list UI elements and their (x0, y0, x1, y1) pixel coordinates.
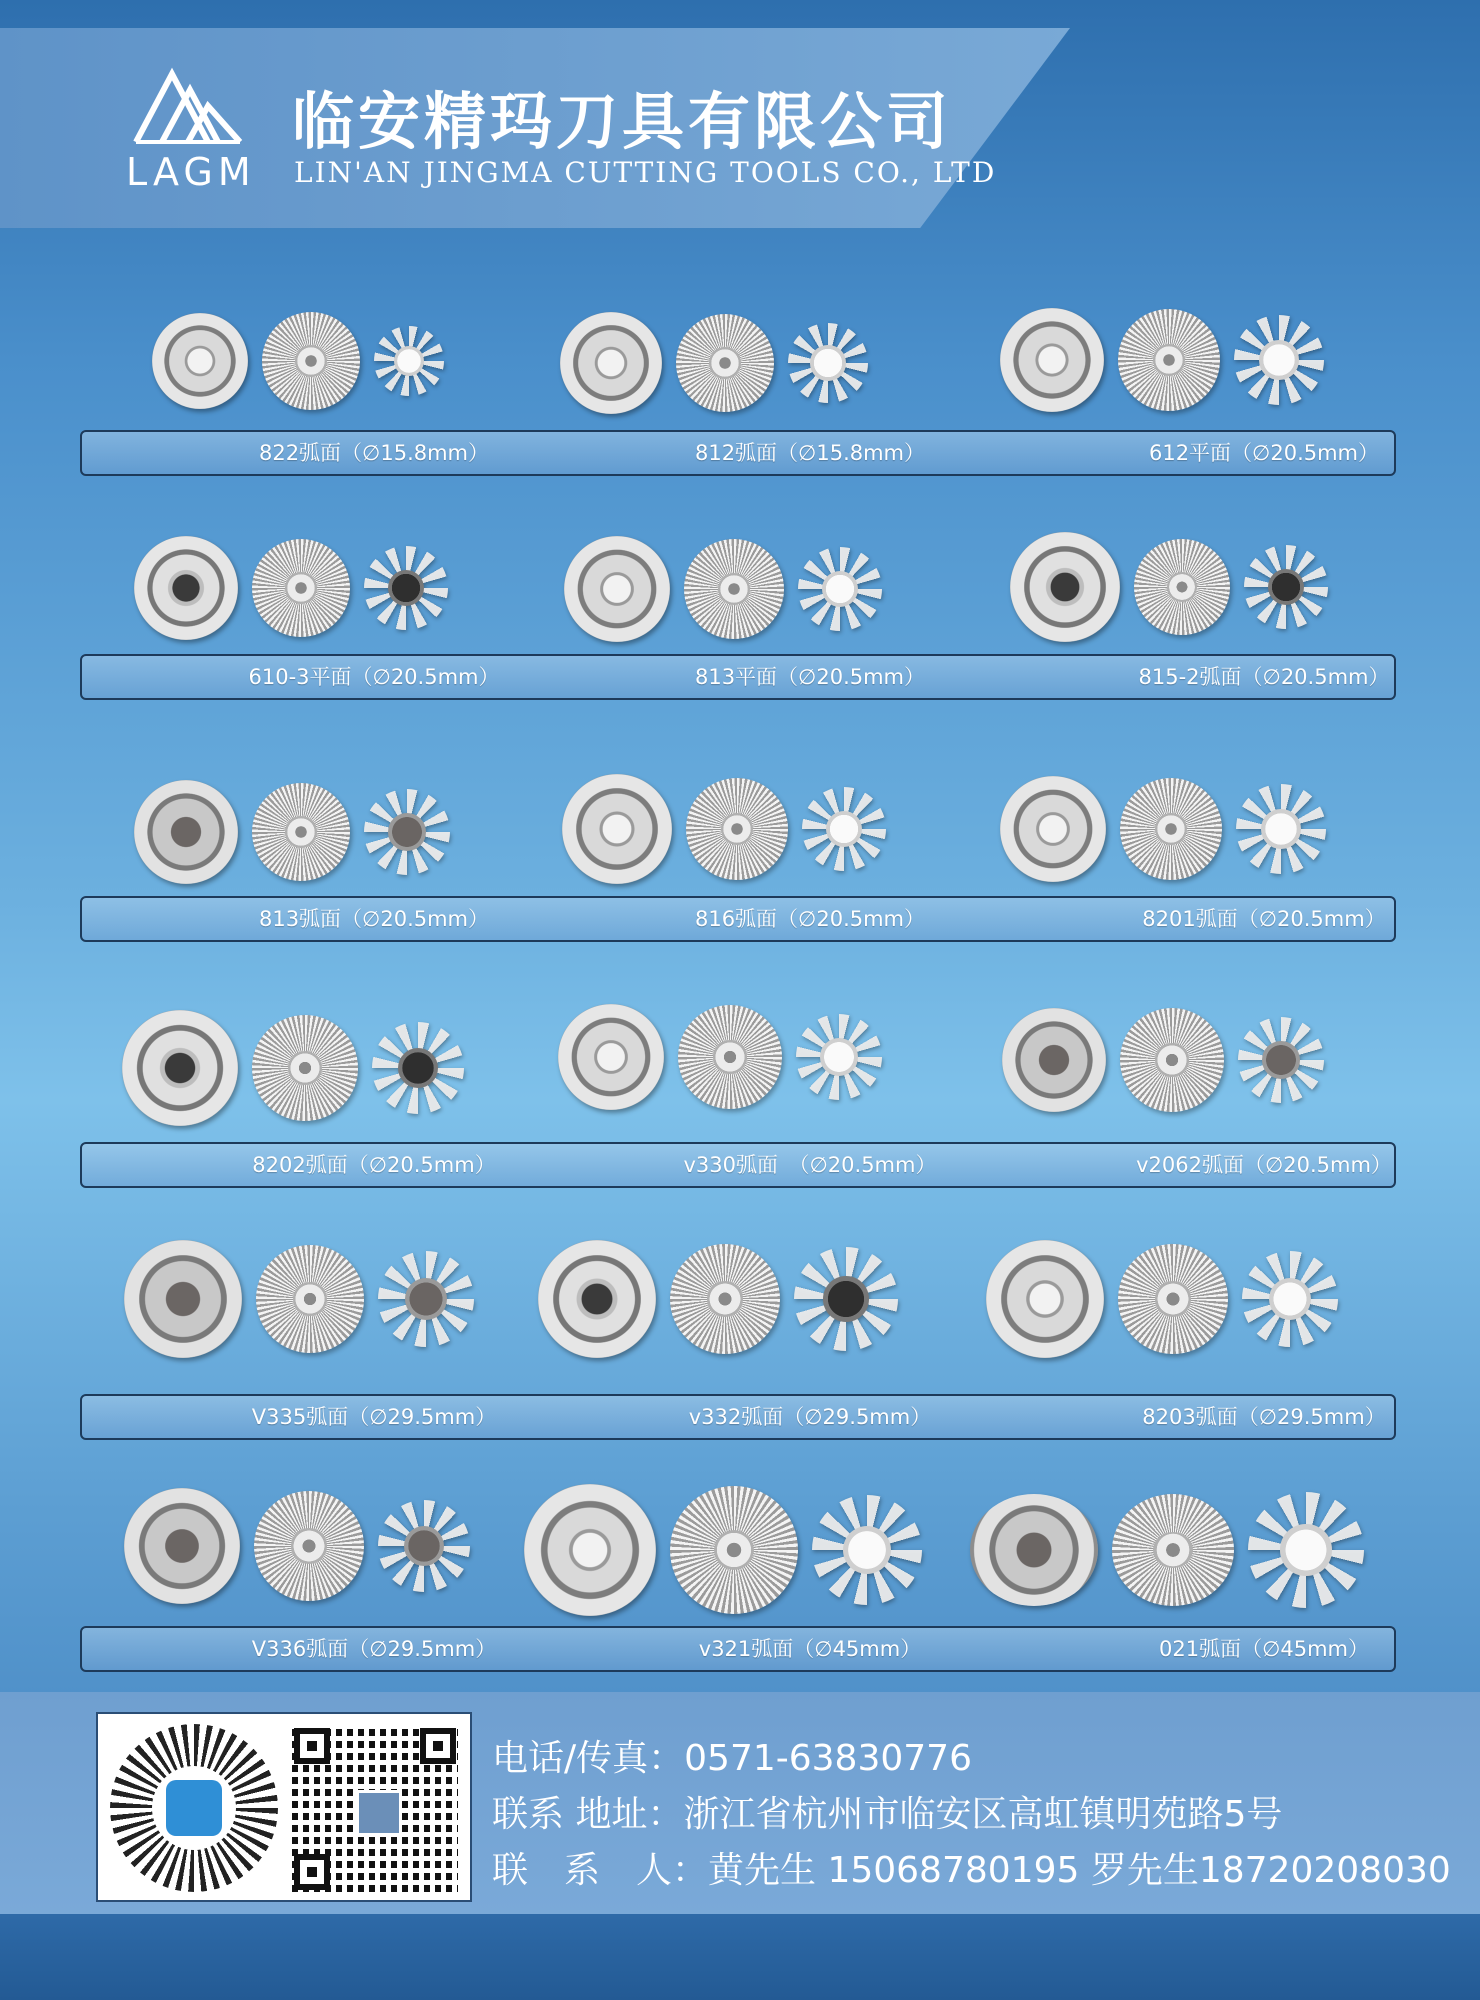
product-label-bar (80, 654, 1396, 700)
contact-person: 联 系 人：黄先生 15068780195 罗先生18720208030 (492, 1850, 1451, 1891)
qr-finder-icon (420, 1728, 456, 1764)
product-label: 812弧面（∅15.8mm） (694, 441, 926, 465)
product-label: v2062弧面（∅20.5mm） (1136, 1153, 1392, 1177)
product-image-822 (152, 312, 444, 410)
product-image-v321 (524, 1484, 922, 1616)
product-label: v330弧面 （∅20.5mm） (683, 1153, 937, 1177)
product-image-021 (970, 1492, 1364, 1608)
product-image-813-arc (134, 780, 450, 884)
product-label: v321弧面（∅45mm） (698, 1637, 922, 1661)
product-label: 021弧面（∅45mm） (1158, 1637, 1369, 1661)
product-image-815-2 (1010, 532, 1328, 642)
product-image-v336 (124, 1488, 470, 1604)
product-label: 816弧面（∅20.5mm） (694, 907, 926, 931)
product-image-612 (1000, 308, 1324, 412)
mini-program-logo-icon (166, 1780, 222, 1836)
product-label-bar (80, 896, 1396, 942)
product-label: V335弧面（∅29.5mm） (251, 1405, 497, 1429)
product-image-816 (562, 774, 886, 884)
product-label-bar (80, 1142, 1396, 1188)
product-label: V336弧面（∅29.5mm） (251, 1637, 497, 1661)
product-label: 822弧面（∅15.8mm） (258, 441, 490, 465)
product-label-bar (80, 1394, 1396, 1440)
product-image-8202 (122, 1010, 464, 1126)
footer-strip (0, 1914, 1480, 2000)
contact-address: 联系 地址：浙江省杭州市临安区高虹镇明苑路5号 (492, 1794, 1283, 1835)
product-label: 8202弧面（∅20.5mm） (252, 1153, 496, 1177)
product-label: 612平面（∅20.5mm） (1148, 441, 1380, 465)
product-label: 8201弧面（∅20.5mm） (1142, 907, 1386, 931)
qr-finder-icon (294, 1854, 330, 1890)
product-image-8201 (1000, 776, 1326, 882)
product-image-v330 (558, 1004, 882, 1110)
product-label-bar (80, 430, 1396, 476)
product-label: 815-2弧面（∅20.5mm） (1138, 665, 1390, 689)
product-image-8203 (986, 1240, 1338, 1358)
qr-center-image-icon (356, 1790, 402, 1836)
product-label: 813平面（∅20.5mm） (694, 665, 926, 689)
product-image-813-flat (564, 536, 882, 642)
company-name-en: LIN'AN JINGMA CUTTING TOOLS CO., LTD (294, 156, 997, 189)
product-image-v332 (538, 1240, 898, 1358)
product-image-812 (560, 312, 868, 414)
product-label: 813弧面（∅20.5mm） (258, 907, 490, 931)
product-image-v335 (124, 1240, 474, 1358)
product-label: v332弧面（∅29.5mm） (688, 1405, 932, 1429)
product-label-bar (80, 1626, 1396, 1672)
company-name-cn: 临安精玛刀具有限公司 (292, 85, 953, 158)
product-label: 610-3平面（∅20.5mm） (248, 665, 500, 689)
qr-finder-icon (294, 1728, 330, 1764)
product-image-610-3 (134, 536, 448, 640)
product-label: 8203弧面（∅29.5mm） (1142, 1405, 1386, 1429)
product-image-v2062 (1002, 1008, 1324, 1112)
company-logo-icon (132, 66, 244, 146)
logo-text: LAGM (126, 150, 256, 194)
contact-phone: 电话/传真：0571-63830776 (492, 1738, 972, 1779)
